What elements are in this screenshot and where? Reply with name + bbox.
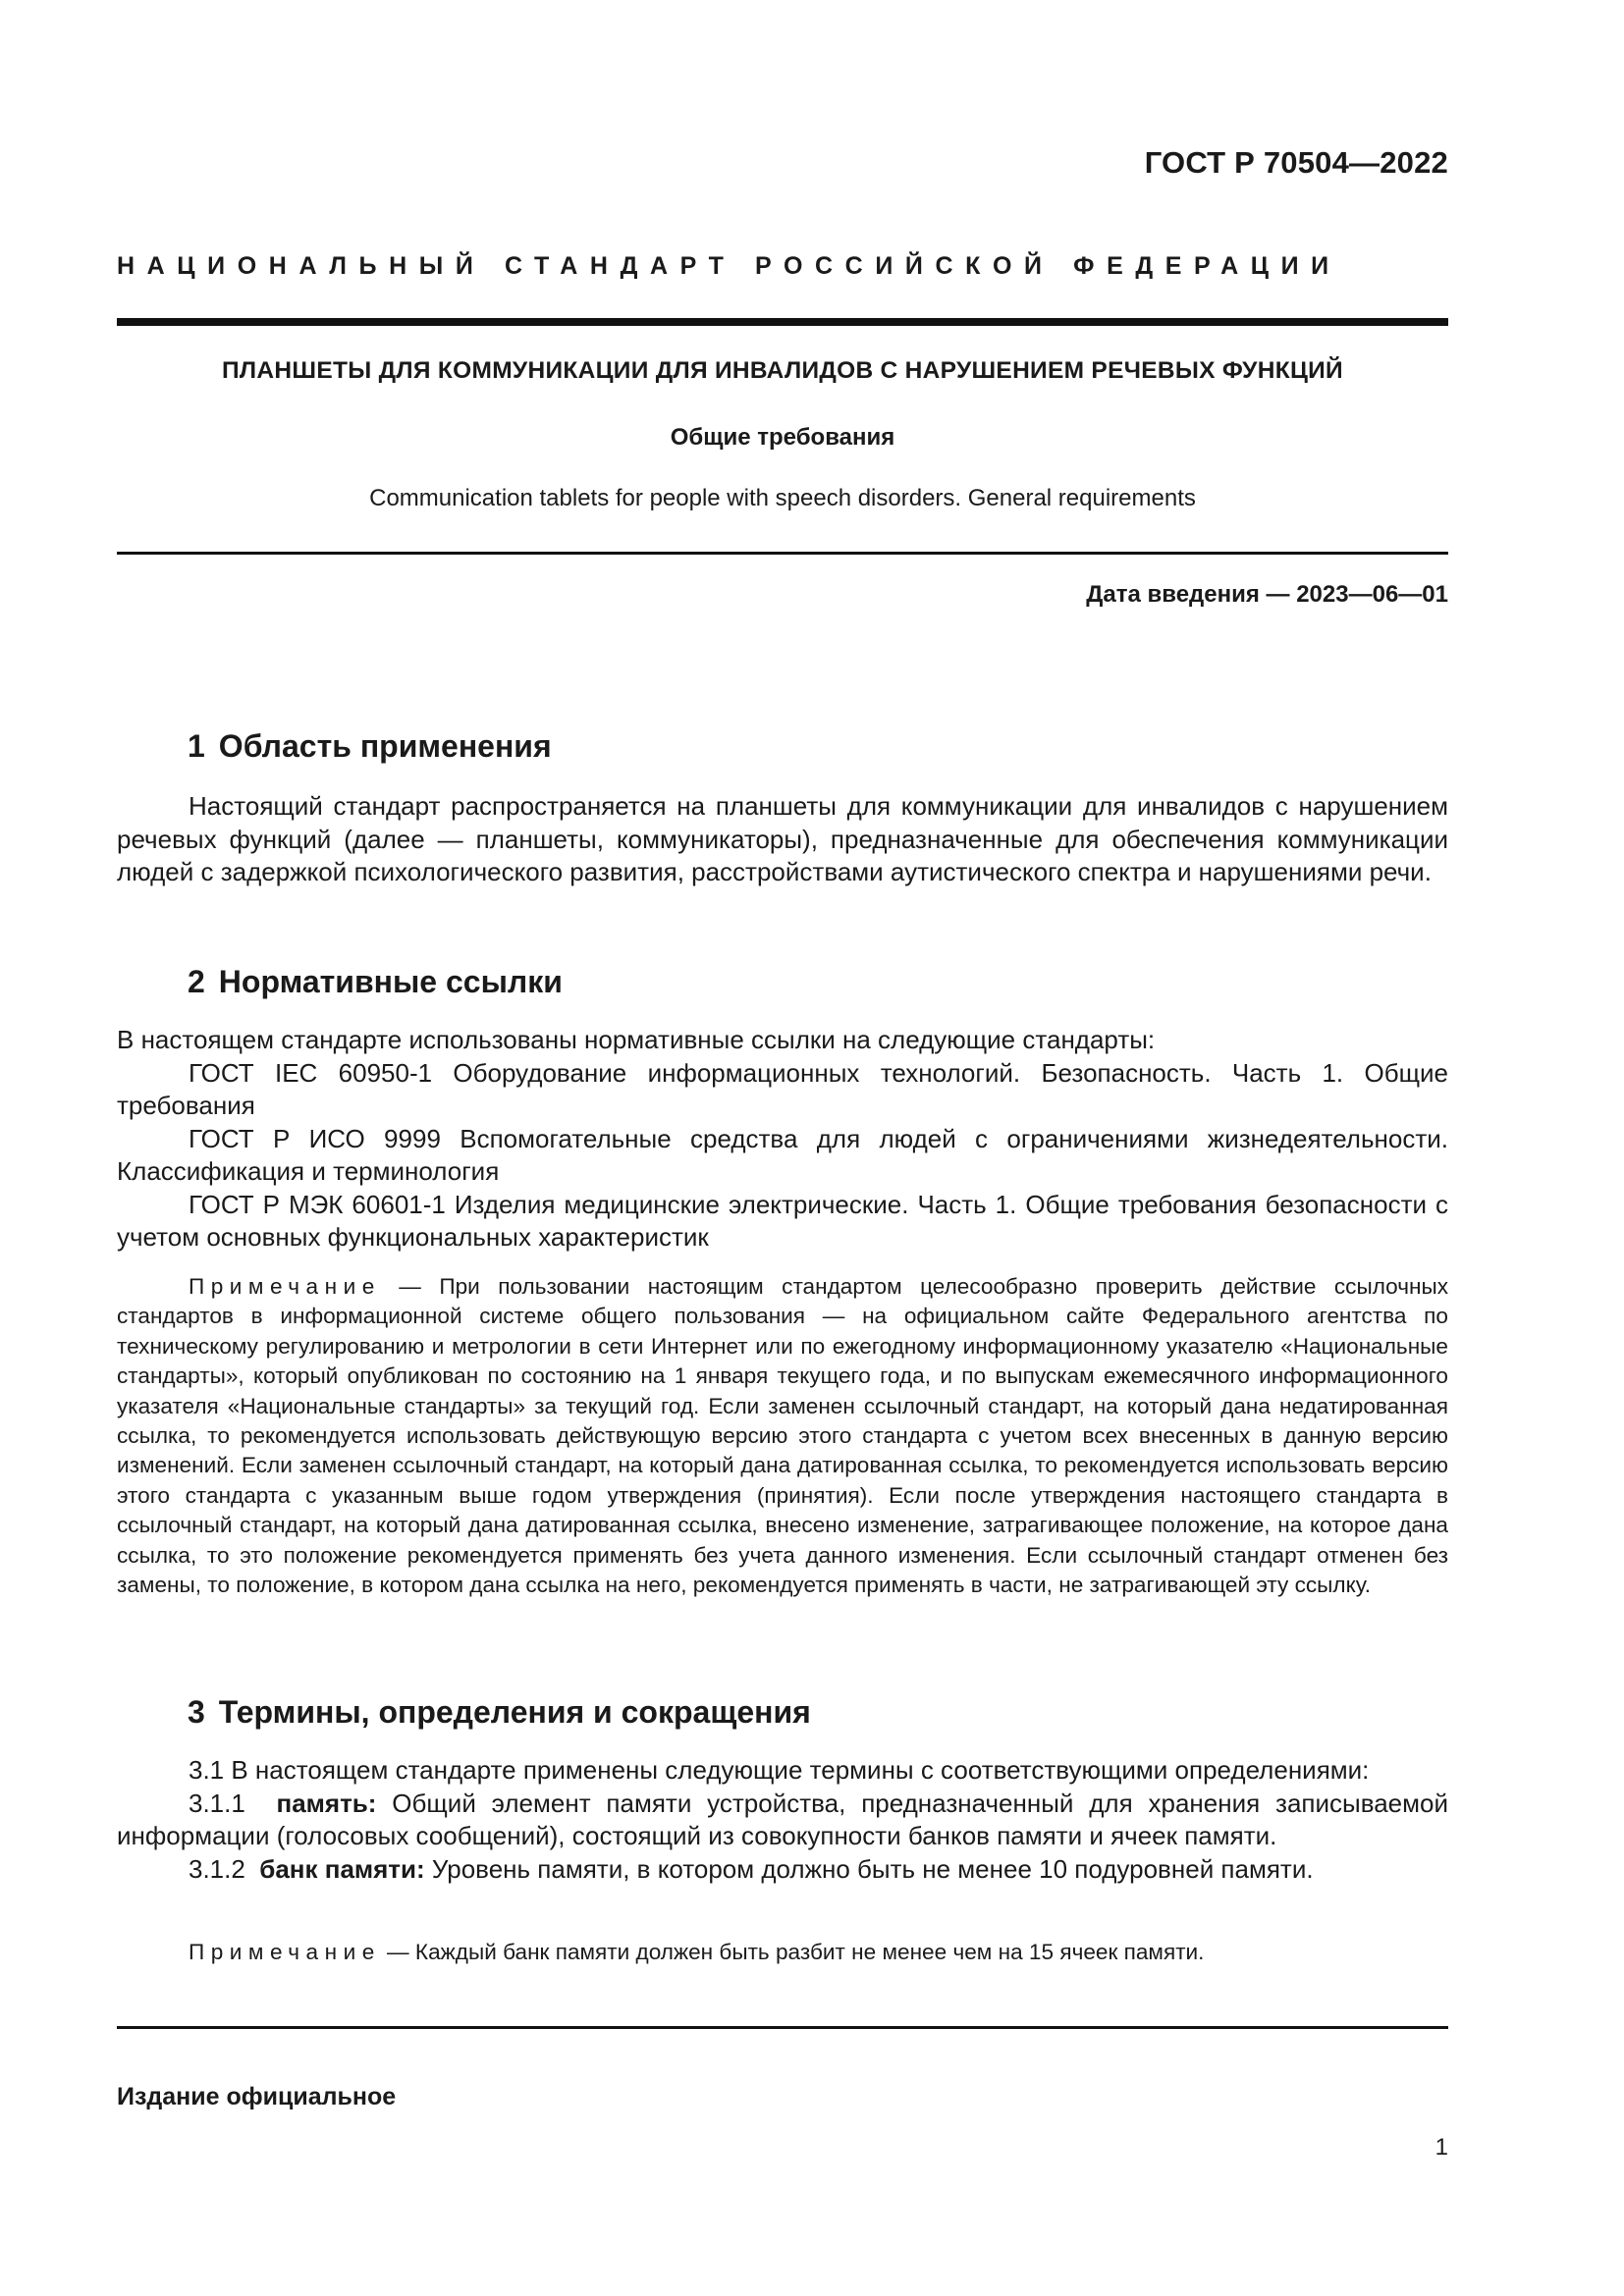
introduction-date: Дата введения — 2023—06—01 — [1086, 581, 1448, 608]
page-number: 1 — [1435, 2134, 1448, 2161]
section-2-intro: В настоящем стандарте использованы нормативные ссылки на следующие стандарты: — [117, 1025, 1156, 1054]
section-1-body — [117, 790, 1448, 889]
standard-code: ГОСТ Р 70504—2022 — [1144, 145, 1448, 180]
section-3-number: 3 — [188, 1694, 205, 1730]
section-2-title: Нормативные ссылки — [218, 964, 563, 999]
document-page — [117, 0, 1448, 2296]
official-edition-label: Издание официальное — [117, 2083, 397, 2110]
term-name: память: — [276, 1788, 377, 1818]
section-1-paragraph: Настоящий стандарт распространяется на планшеты для коммуникации для инвалидов с нарушением речевых функций (далее — планшеты, коммуникаторы), предназначенные для обеспечения коммуникации людей с задержкой психологического развития, расстройствами аутистического спектра и нарушениями речи. — [117, 791, 1448, 886]
term-number: 3.1.1 — [189, 1788, 245, 1818]
note-label: Примечание — [189, 1940, 381, 1964]
section-2-note — [117, 1272, 1448, 1600]
section-2-number: 2 — [188, 964, 205, 999]
section-1-heading — [188, 728, 552, 765]
note-label: Примечание — [189, 1274, 381, 1299]
term-definition: Общий элемент памяти устройства, предназначенный для хранения записываемой информации (голосовых сообщений), состоящий из совокупности банков памяти и ячеек памяти. — [117, 1788, 1448, 1850]
reference-item: ГОСТ IEC 60950-1 Оборудование информационных технологий. Безопасность. Часть 1. Общие требования — [117, 1057, 1448, 1120]
note-text: — Каждый банк памяти должен быть разбит не менее чем на 15 ячеек памяти. — [380, 1940, 1205, 1964]
section-2-body — [117, 1024, 1448, 1255]
section-1-number: 1 — [188, 728, 205, 764]
term-3-1-2 — [117, 1853, 1448, 1887]
term-3-1-1 — [117, 1788, 1448, 1853]
clause-3-1: 3.1 В настоящем стандарте применены следующие термины с соответствующими определениями: — [189, 1755, 1370, 1785]
term-name: банк памяти: — [259, 1853, 425, 1884]
document-title: ПЛАНШЕТЫ ДЛЯ КОММУНИКАЦИИ ДЛЯ ИНВАЛИДОВ С НАРУШЕНИЕМ РЕЧЕВЫХ ФУНКЦИЙ — [222, 357, 1343, 384]
header-rule — [117, 318, 1448, 326]
section-2-heading — [188, 964, 563, 1000]
section-3-title: Термины, определения и сокращения — [218, 1694, 811, 1730]
document-english-title: Communication tablets for people with speech disorders. General requirements — [369, 485, 1196, 511]
footer-rule — [117, 2026, 1448, 2029]
title-rule — [117, 552, 1448, 555]
term-number: 3.1.2 — [189, 1853, 245, 1884]
document-subtitle: Общие требования — [670, 424, 895, 451]
section-3-body — [117, 1754, 1448, 1886]
reference-item: ГОСТ Р МЭК 60601-1 Изделия медицинские электрические. Часть 1. Общие требования безопасности с учетом основных функциональных характеристик — [117, 1189, 1448, 1252]
term-definition: Уровень памяти, в котором должно быть не менее 10 подуровней памяти. — [424, 1853, 1314, 1884]
section-1-title: Область применения — [218, 728, 552, 764]
section-3-heading — [188, 1694, 811, 1731]
reference-item: ГОСТ Р ИСО 9999 Вспомогательные средства для людей с ограничениями жизнедеятельности. Классификация и терминология — [117, 1123, 1448, 1186]
national-standard-title: НАЦИОНАЛЬНЫЙ СТАНДАРТ РОССИЙСКОЙ ФЕДЕРАЦИИ — [117, 252, 1341, 280]
note-text: — При пользовании настоящим стандартом целесообразно проверить действие ссылочных стандартов в информационной системе общего пользования — на официальном сайте Федерального агентства по техническому регулированию и метрологии в сети Интернет или по ежегодному информационному указателю «Национальные стандарты», который опубликован по состоянию на 1 января текущего года, и по выпускам ежемесячного информационного указателя «Национальные стандарты» за текущий год. Если заменен ссылочный стандарт, на который дана недатированная ссылка, то рекомендуется использовать действующую версию этого стандарта с учетом всех внесенных в данную версию изменений. Если заменен ссылочный стандарт, на который дана датированная ссылка, то рекомендуется использовать версию этого стандарта с указанным выше годом утверждения (принятия). Если после утверждения настоящего стандарта в ссылочный стандарт, на который дана датированная ссылка, внесено изменение, затрагивающее положение, на которое дана ссылка, то это положение рекомендуется применять без учета данного изменения. Если ссылочный стандарт отменен без замены, то положение, в котором дана ссылка на него, рекомендуется применять в части, не затрагивающей эту ссылку. — [117, 1274, 1448, 1598]
section-3-note — [117, 1938, 1448, 1967]
